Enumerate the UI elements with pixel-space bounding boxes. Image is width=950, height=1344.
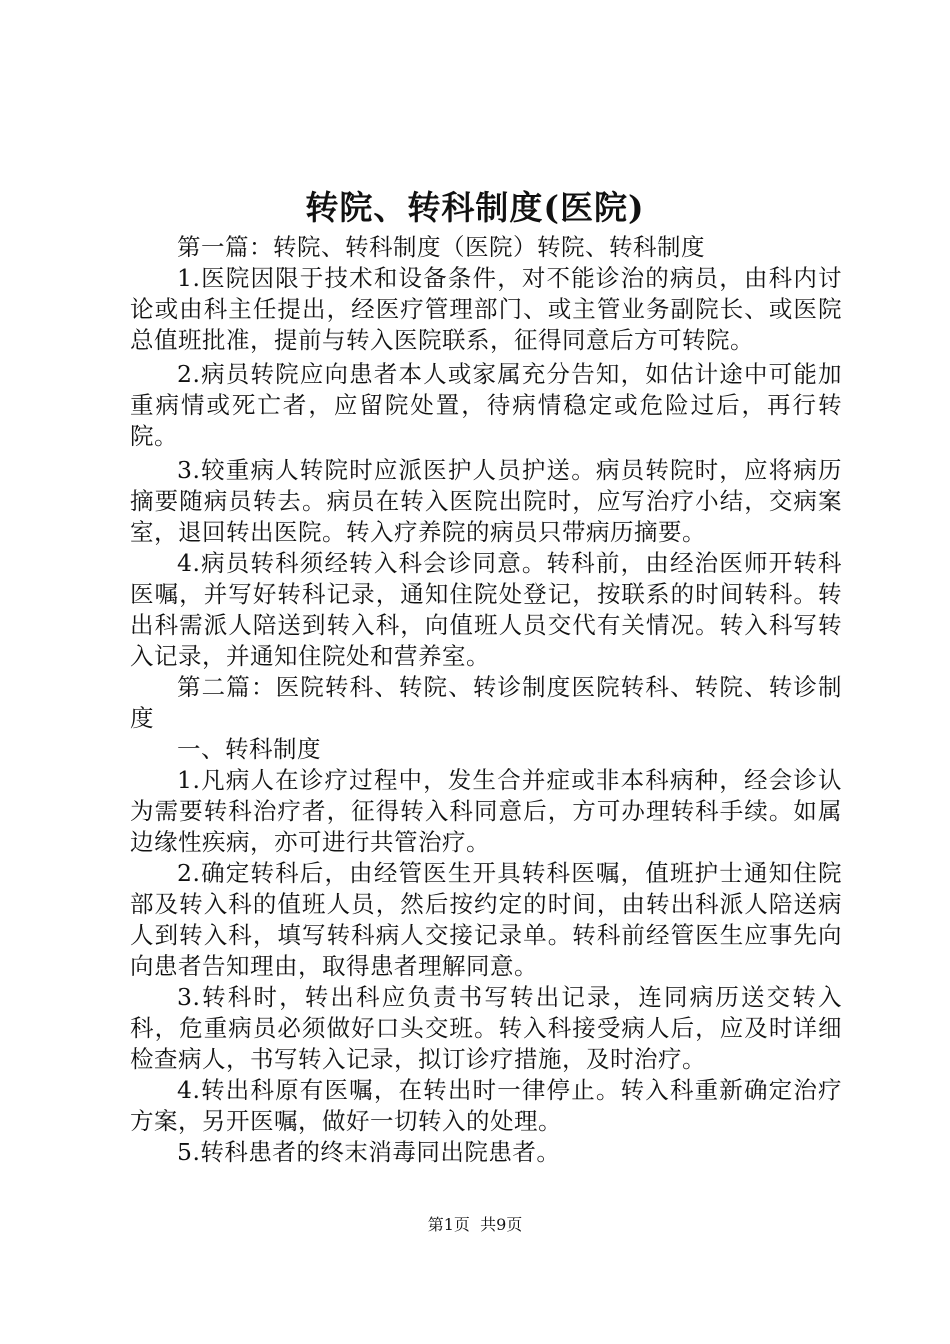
paragraph-3: 2.病员转院应向患者本人或家属充分告知，如估计途中可能加重病情或死亡者，应留院处置，待病情稳定或危险过后，再行转院。 [130,360,842,450]
page-total: 共9页 [480,1215,523,1234]
paragraph-4: 3.较重病人转院时应派医护人员护送。病员转院时，应将病历摘要随病员转去。病员在转入医院出院时，应写治疗小结，交病案室，退回转出医院。转入疗养院的病员只带病历摘要。 [130,456,842,546]
page-footer [0,1215,950,1235]
page-number: 第1页 [427,1215,470,1234]
document-title: 转院、转科制度(医院) [305,188,645,227]
paragraph-2: 1.医院因限于技术和设备条件，对不能诊治的病员，由科内讨论或由科主任提出，经医疗管理部门、或主管业务副院长、或医院总值班批准，提前与转入医院联系，征得同意后方可转院。 [130,264,842,354]
paragraph-6: 第二篇：医院转科、转院、转诊制度医院转科、转院、转诊制度 [130,673,842,732]
paragraph-10: 3.转科时，转出科应负责书写转出记录，连同病历送交转入科，危重病员必须做好口头交班。转入科接受病人后，应及时详细检查病人，书写转入记录，拟订诊疗措施，及时治疗。 [130,983,842,1073]
paragraph-11: 4.转出科原有医嘱，在转出时一律停止。转入科重新确定治疗方案，另开医嘱，做好一切转入的处理。 [130,1076,842,1135]
paragraph-9: 2.确定转科后，由经管医生开具转科医嘱，值班护士通知住院部及转入科的值班人员，然后按约定的时间，由转出科派人陪送病人到转入科，填写转科病人交接记录单。转科前经管医生应事先向向患者告知理由，取得患者理解同意。 [130,859,842,980]
paragraph-8: 1.凡病人在诊疗过程中，发生合并症或非本科病种，经会诊认为需要转科治疗者，征得转入科同意后，方可办理转科手续。如属边缘性疾病，亦可进行共管治疗。 [130,766,842,856]
paragraph-12: 5.转科患者的终末消毒同出院患者。 [177,1138,561,1166]
paragraph-7: 一、转科制度 [177,735,321,763]
paragraph-1: 第一篇：转院、转科制度（医院）转院、转科制度 [177,233,705,261]
document-body [130,232,842,1168]
paragraph-5: 4.病员转科须经转入科会诊同意。转科前，由经治医师开转科医嘱，并写好转科记录，通知住院处登记，按联系的时间转科。转出科需派人陪送到转入科，向值班人员交代有关情况。转入科写转入记录，并通知住院处和营养室。 [130,549,842,670]
